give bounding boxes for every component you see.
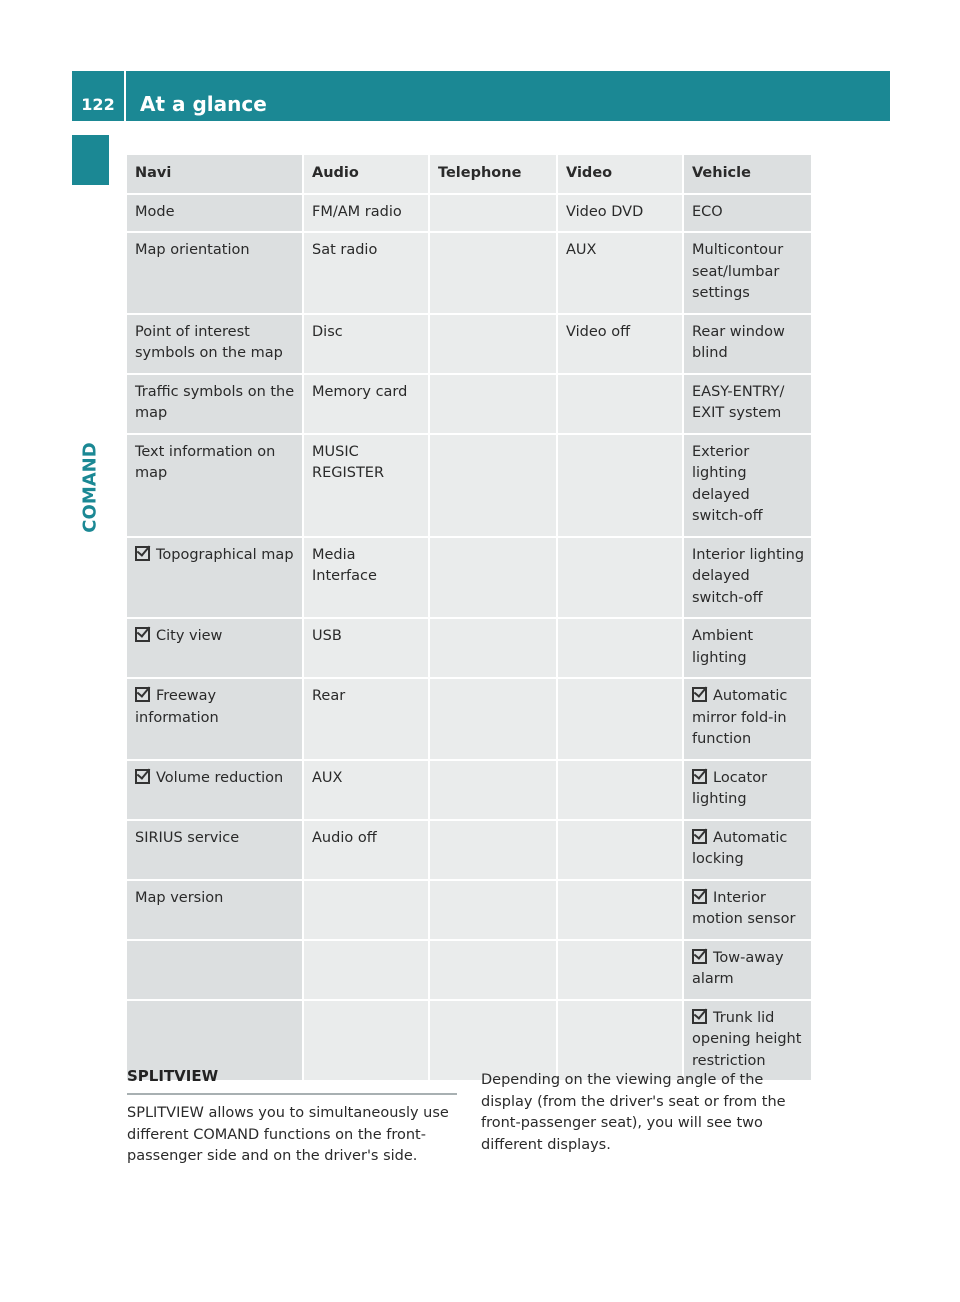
table-cell: [303, 232, 429, 314]
checkbox-checked-icon: [135, 687, 150, 702]
cell-text: MUSIC REGISTER: [312, 443, 385, 481]
table-cell: [127, 940, 303, 1000]
table-cell: [303, 678, 429, 760]
table-cell: [557, 194, 683, 233]
table-cell: [429, 314, 557, 374]
table-header-row: [127, 155, 811, 194]
cell-text: Locator lighting: [692, 769, 768, 807]
table-row: [127, 760, 811, 820]
column-header: Audio: [303, 155, 429, 194]
table-cell: [303, 880, 429, 940]
table-cell: [557, 760, 683, 820]
splitview-paragraph-left: SPLITVIEW allows you to simultaneously use different COMAND functions on the front-passenger side and on the driver's side.: [127, 1105, 449, 1164]
table-row: [127, 618, 811, 678]
cell-text: Map orientation: [135, 242, 250, 258]
cell-text: Topographical map: [156, 546, 294, 563]
table-cell: [429, 232, 557, 314]
checkbox-checked-icon: [692, 687, 707, 702]
table-cell: [303, 314, 429, 374]
cell-text: ECO: [692, 203, 723, 220]
table-row: [127, 194, 811, 233]
table-cell: [557, 618, 683, 678]
table-cell: [557, 940, 683, 1000]
cell-text: Text information on map: [135, 443, 276, 481]
table-row: [127, 537, 811, 619]
table-cell: [127, 820, 303, 880]
cell-text: Point of interest symbols on the map: [135, 323, 283, 361]
table-cell: [127, 760, 303, 820]
cell-text: EASY-ENTRY/ EXIT system: [692, 383, 785, 421]
table-cell: [683, 880, 811, 940]
cell-text: Ambient lighting: [692, 628, 754, 666]
table-row: [127, 374, 811, 434]
splitview-paragraph-right: Depending on the viewing angle of the display (from the driver's seat or from the front-passenger seat), you will see two different displays.: [481, 1072, 786, 1153]
checkbox-checked-icon: [135, 769, 150, 784]
table-cell: [683, 374, 811, 434]
table-cell: [127, 374, 303, 434]
table-cell: [557, 314, 683, 374]
table-cell: [557, 678, 683, 760]
cell-text: Multicontour seat/lumbar settings: [692, 242, 784, 301]
cell-text: Interior lighting delayed switch-off: [692, 546, 805, 606]
table-cell: [303, 374, 429, 434]
cell-text: Freeway information: [135, 688, 219, 726]
table-cell: [683, 940, 811, 1000]
table-cell: [429, 537, 557, 619]
checkbox-checked-icon: [692, 889, 707, 904]
checkbox-checked-icon: [135, 546, 150, 561]
table-row: [127, 940, 811, 1000]
table-row: [127, 880, 811, 940]
cell-text: Disc: [312, 323, 343, 340]
table-cell: [303, 940, 429, 1000]
table-cell: [127, 618, 303, 678]
table-row: [127, 232, 811, 314]
table-cell: [127, 194, 303, 233]
table-cell: [683, 232, 811, 314]
table-cell: [429, 820, 557, 880]
cell-text: City view: [156, 628, 223, 644]
table-cell: [303, 537, 429, 619]
table-body: [127, 194, 811, 1082]
table-cell: [303, 820, 429, 880]
cell-text: Automatic mirror fold-in function: [692, 688, 788, 747]
table-cell: [683, 678, 811, 760]
table-cell: [127, 537, 303, 619]
table-row: [127, 434, 811, 537]
table-cell: [683, 194, 811, 233]
table-cell: [557, 232, 683, 314]
cell-text: Media Interface: [312, 546, 377, 584]
cell-text: Audio off: [312, 829, 377, 846]
column-header: Navi: [127, 155, 303, 194]
cell-text: Sat radio: [312, 242, 378, 258]
cell-text: AUX: [566, 242, 597, 258]
column-header: Telephone: [429, 155, 557, 194]
table-cell: [683, 618, 811, 678]
cell-text: AUX: [312, 769, 343, 786]
checkbox-checked-icon: [692, 769, 707, 784]
table-cell: [429, 678, 557, 760]
table-cell: [429, 618, 557, 678]
table-cell: [683, 537, 811, 619]
table-row: [127, 678, 811, 760]
side-tab-marker: [72, 135, 109, 185]
cell-text: Memory card: [312, 383, 408, 400]
cell-text: Tow-away alarm: [692, 949, 784, 987]
checkbox-checked-icon: [135, 627, 150, 642]
table-cell: [127, 678, 303, 760]
cell-text: Video off: [566, 323, 631, 340]
table-cell: [683, 434, 811, 537]
cell-text: SIRIUS service: [135, 829, 240, 846]
table-cell: [303, 760, 429, 820]
table-cell: [557, 820, 683, 880]
page-number: 122: [72, 71, 126, 121]
section-title: At a glance: [140, 92, 267, 116]
table-cell: [557, 434, 683, 537]
cell-text: Volume reduction: [156, 769, 284, 786]
cell-text: Rear: [312, 688, 346, 704]
splitview-heading: SPLITVIEW: [127, 1067, 457, 1095]
table-cell: [429, 374, 557, 434]
cell-text: Video DVD: [566, 203, 644, 220]
cell-text: Mode: [135, 203, 175, 220]
side-tab-text: COMAND: [80, 442, 101, 533]
checkbox-checked-icon: [692, 949, 707, 964]
menu-overview-table: [127, 155, 811, 1082]
cell-text: Automatic locking: [692, 829, 788, 867]
table-cell: [429, 194, 557, 233]
table-cell: [429, 434, 557, 537]
page-header: [72, 71, 890, 121]
table-cell: [303, 194, 429, 233]
cell-text: Rear window blind: [692, 323, 785, 361]
cell-text: FM/AM radio: [312, 203, 402, 220]
cell-text: Map version: [135, 889, 224, 906]
table-cell: [683, 1000, 811, 1082]
table-cell: [557, 374, 683, 434]
cell-text: Interior motion sensor: [692, 889, 796, 927]
table-cell: [429, 760, 557, 820]
cell-text: USB: [312, 628, 342, 644]
table-cell: [683, 760, 811, 820]
table-cell: [127, 232, 303, 314]
table-row: [127, 314, 811, 374]
column-header: Vehicle: [683, 155, 811, 194]
cell-text: Trunk lid opening height restriction: [692, 1009, 802, 1069]
cell-text: Traffic symbols on the map: [135, 383, 295, 421]
table-cell: [683, 820, 811, 880]
table-cell: [429, 940, 557, 1000]
table-cell: [429, 880, 557, 940]
side-tab-label: [72, 430, 109, 545]
table-cell: [127, 434, 303, 537]
table-cell: [303, 434, 429, 537]
table-cell: [557, 537, 683, 619]
table-cell: [127, 314, 303, 374]
table-cell: [683, 314, 811, 374]
table-cell: [557, 1000, 683, 1082]
checkbox-checked-icon: [692, 1009, 707, 1024]
table-row: [127, 820, 811, 880]
checkbox-checked-icon: [692, 829, 707, 844]
table-cell: [303, 618, 429, 678]
table-cell: [557, 880, 683, 940]
cell-text: Exterior lighting delayed switch-off: [692, 443, 763, 524]
column-header: Video: [557, 155, 683, 194]
table-cell: [127, 880, 303, 940]
